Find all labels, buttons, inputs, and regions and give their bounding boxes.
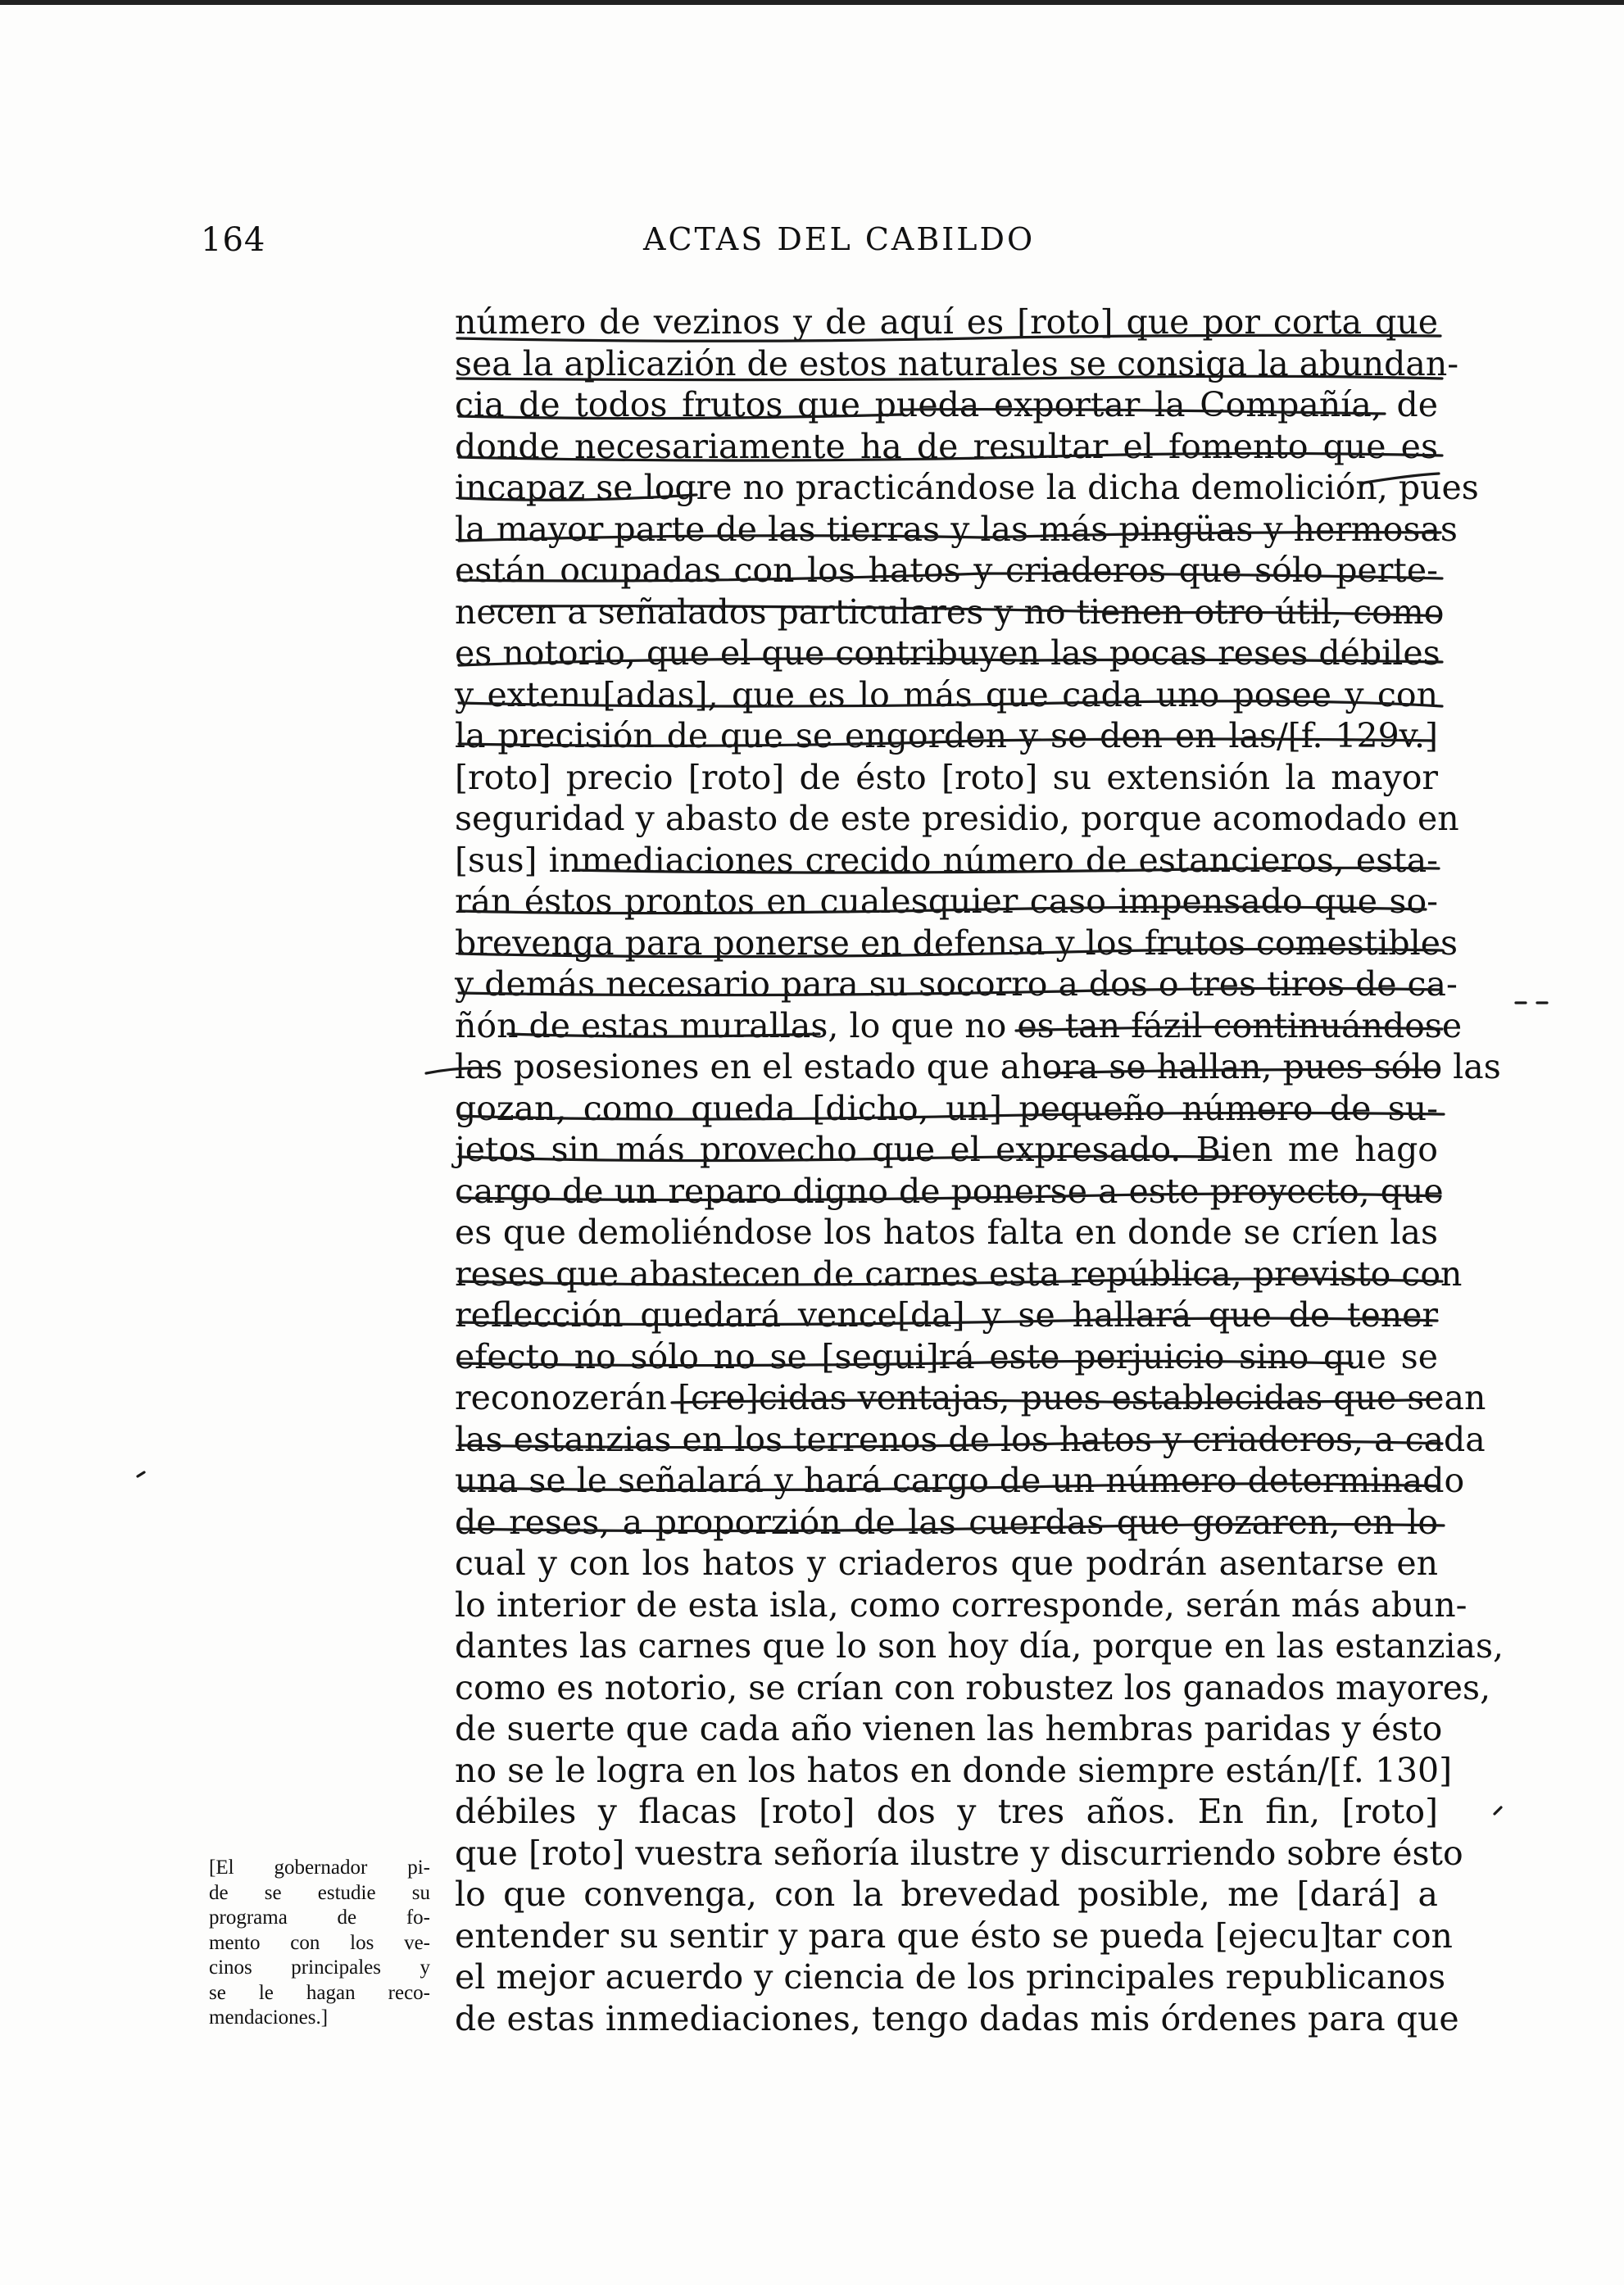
text-line: sea la aplicazión de estos naturales se consiga la abundan-	[455, 343, 1459, 383]
margin-note-line: se le hagan reco-	[209, 1981, 430, 2004]
text-line: gozan, como queda [dicho, un] pequeño número de su-	[455, 1088, 1438, 1128]
text-line: lo interior de esta isla, como corresponde, serán más abun-	[455, 1585, 1467, 1625]
text-line: ñón de estas murallas, lo que no es tan fázil continuándose	[455, 1005, 1463, 1045]
text-line: reconozerán [cre]cidas ventajas, pues establecidas que sean	[455, 1378, 1486, 1417]
text-line: la mayor parte de las tierras y las más pingüas y hermosas	[455, 509, 1458, 549]
text-line: y demás necesario para su socorro a dos o tres tiros de ca-	[455, 964, 1458, 1004]
text-line: el mejor acuerdo y ciencia de los principales republicanos	[455, 1957, 1446, 1997]
margin-note-line: [El gobernador pi-	[209, 1857, 430, 1879]
text-line: [sus] inmediaciones crecido número de estancieros, esta-	[455, 840, 1438, 880]
text-line: cargo de un reparo digno de ponerse a este proyecto, que	[455, 1171, 1444, 1211]
text-line: número de vezinos y de aquí es [roto] que por corta que	[455, 302, 1438, 342]
text-line: que [roto] vuestra señoría ilustre y discurriendo sobre ésto	[455, 1833, 1463, 1873]
text-line: de estas inmediaciones, tengo dadas mis órdenes para que	[455, 1998, 1459, 2038]
text-line: las posesiones en el estado que ahora se hallan, pues sólo las	[455, 1047, 1501, 1086]
margin-note	[209, 1856, 430, 2031]
text-line: la precisión de que se engorden y se den en las/[f. 129v.]	[455, 716, 1438, 755]
text-line: efecto no sólo no se [segui]rá este perjuicio sino que se	[455, 1336, 1438, 1376]
text-line: seguridad y abasto de este presidio, porque acomodado en	[455, 799, 1459, 838]
text-line: y extenu[adas], que es lo más que cada uno posee y con	[455, 674, 1438, 714]
text-line: es que demoliéndose los hatos falta en donde se críen las	[455, 1213, 1438, 1252]
text-line: brevenga para ponerse en defensa y los frutos comestibles	[455, 923, 1458, 963]
text-line: es notorio, que el que contribuyen las pocas reses débiles	[455, 633, 1440, 673]
margin-note-line: mendaciones.]	[209, 2006, 329, 2029]
page-number: 164	[201, 221, 266, 259]
text-line: débiles y flacas [roto] dos y tres años. En fin, [roto]	[455, 1792, 1438, 1831]
text-line: necen a señalados particulares y no tienen otro útil, como	[455, 592, 1445, 632]
running-title: ACTAS DEL CABILDO	[643, 221, 1036, 257]
text-line: están ocupadas con los hatos y criaderos que sólo perte-	[455, 551, 1438, 590]
text-line: como es notorio, se crían con robustez los ganados mayores,	[455, 1667, 1491, 1707]
text-line: entender su sentir y para que ésto se pueda [ejecu]tar con	[455, 1916, 1453, 1956]
main-text-column	[455, 301, 1504, 2039]
margin-note-line: programa de fo-	[209, 1906, 430, 1929]
text-line: no se le logra en los hatos en donde siempre están/[f. 130]	[455, 1750, 1453, 1790]
text-line: lo que convenga, con la brevedad posible, me [dará] a	[455, 1875, 1438, 1914]
margin-note-line: de se estudie su	[209, 1881, 430, 1904]
text-line: rán éstos prontos en cualesquier caso impensado que so-	[455, 882, 1438, 921]
text-line: donde necesariamente ha de resultar el fomento que es	[455, 426, 1438, 466]
text-line: reses que abastecen de carnes esta república, previsto con	[455, 1254, 1463, 1294]
margin-note-line: cinos principales y	[209, 1956, 430, 1979]
text-line: incapaz se logre no practicándose la dicha demolición, pues	[455, 468, 1479, 507]
margin-note-line: mento con los ve-	[209, 1931, 430, 1954]
text-line: cual y con los hatos y criaderos que podrán asentarse en	[455, 1544, 1438, 1583]
text-line: de suerte que cada año vienen las hembras paridas y ésto	[455, 1709, 1443, 1748]
text-line: una se le señalará y hará cargo de un número determinado	[455, 1461, 1465, 1500]
text-line: cia de todos frutos que pueda exportar la Compañía, de	[455, 385, 1438, 424]
text-line: jetos sin más provecho que el expresado. Bien me hago	[455, 1130, 1438, 1169]
top-border-rule	[0, 0, 1624, 5]
text-line: de reses, a proporzión de las cuerdas que gozaren, en lo	[455, 1502, 1438, 1542]
text-line: [roto] precio [roto] de ésto [roto] su extensión la mayor	[455, 757, 1438, 797]
text-line: reflección quedará vence[da] y se hallará que de tener	[455, 1295, 1438, 1335]
text-line: las estanzias en los terrenos de los hatos y criaderos, a cada	[455, 1419, 1486, 1459]
text-line: dantes las carnes que lo son hoy día, porque en las estanzias,	[455, 1626, 1504, 1666]
